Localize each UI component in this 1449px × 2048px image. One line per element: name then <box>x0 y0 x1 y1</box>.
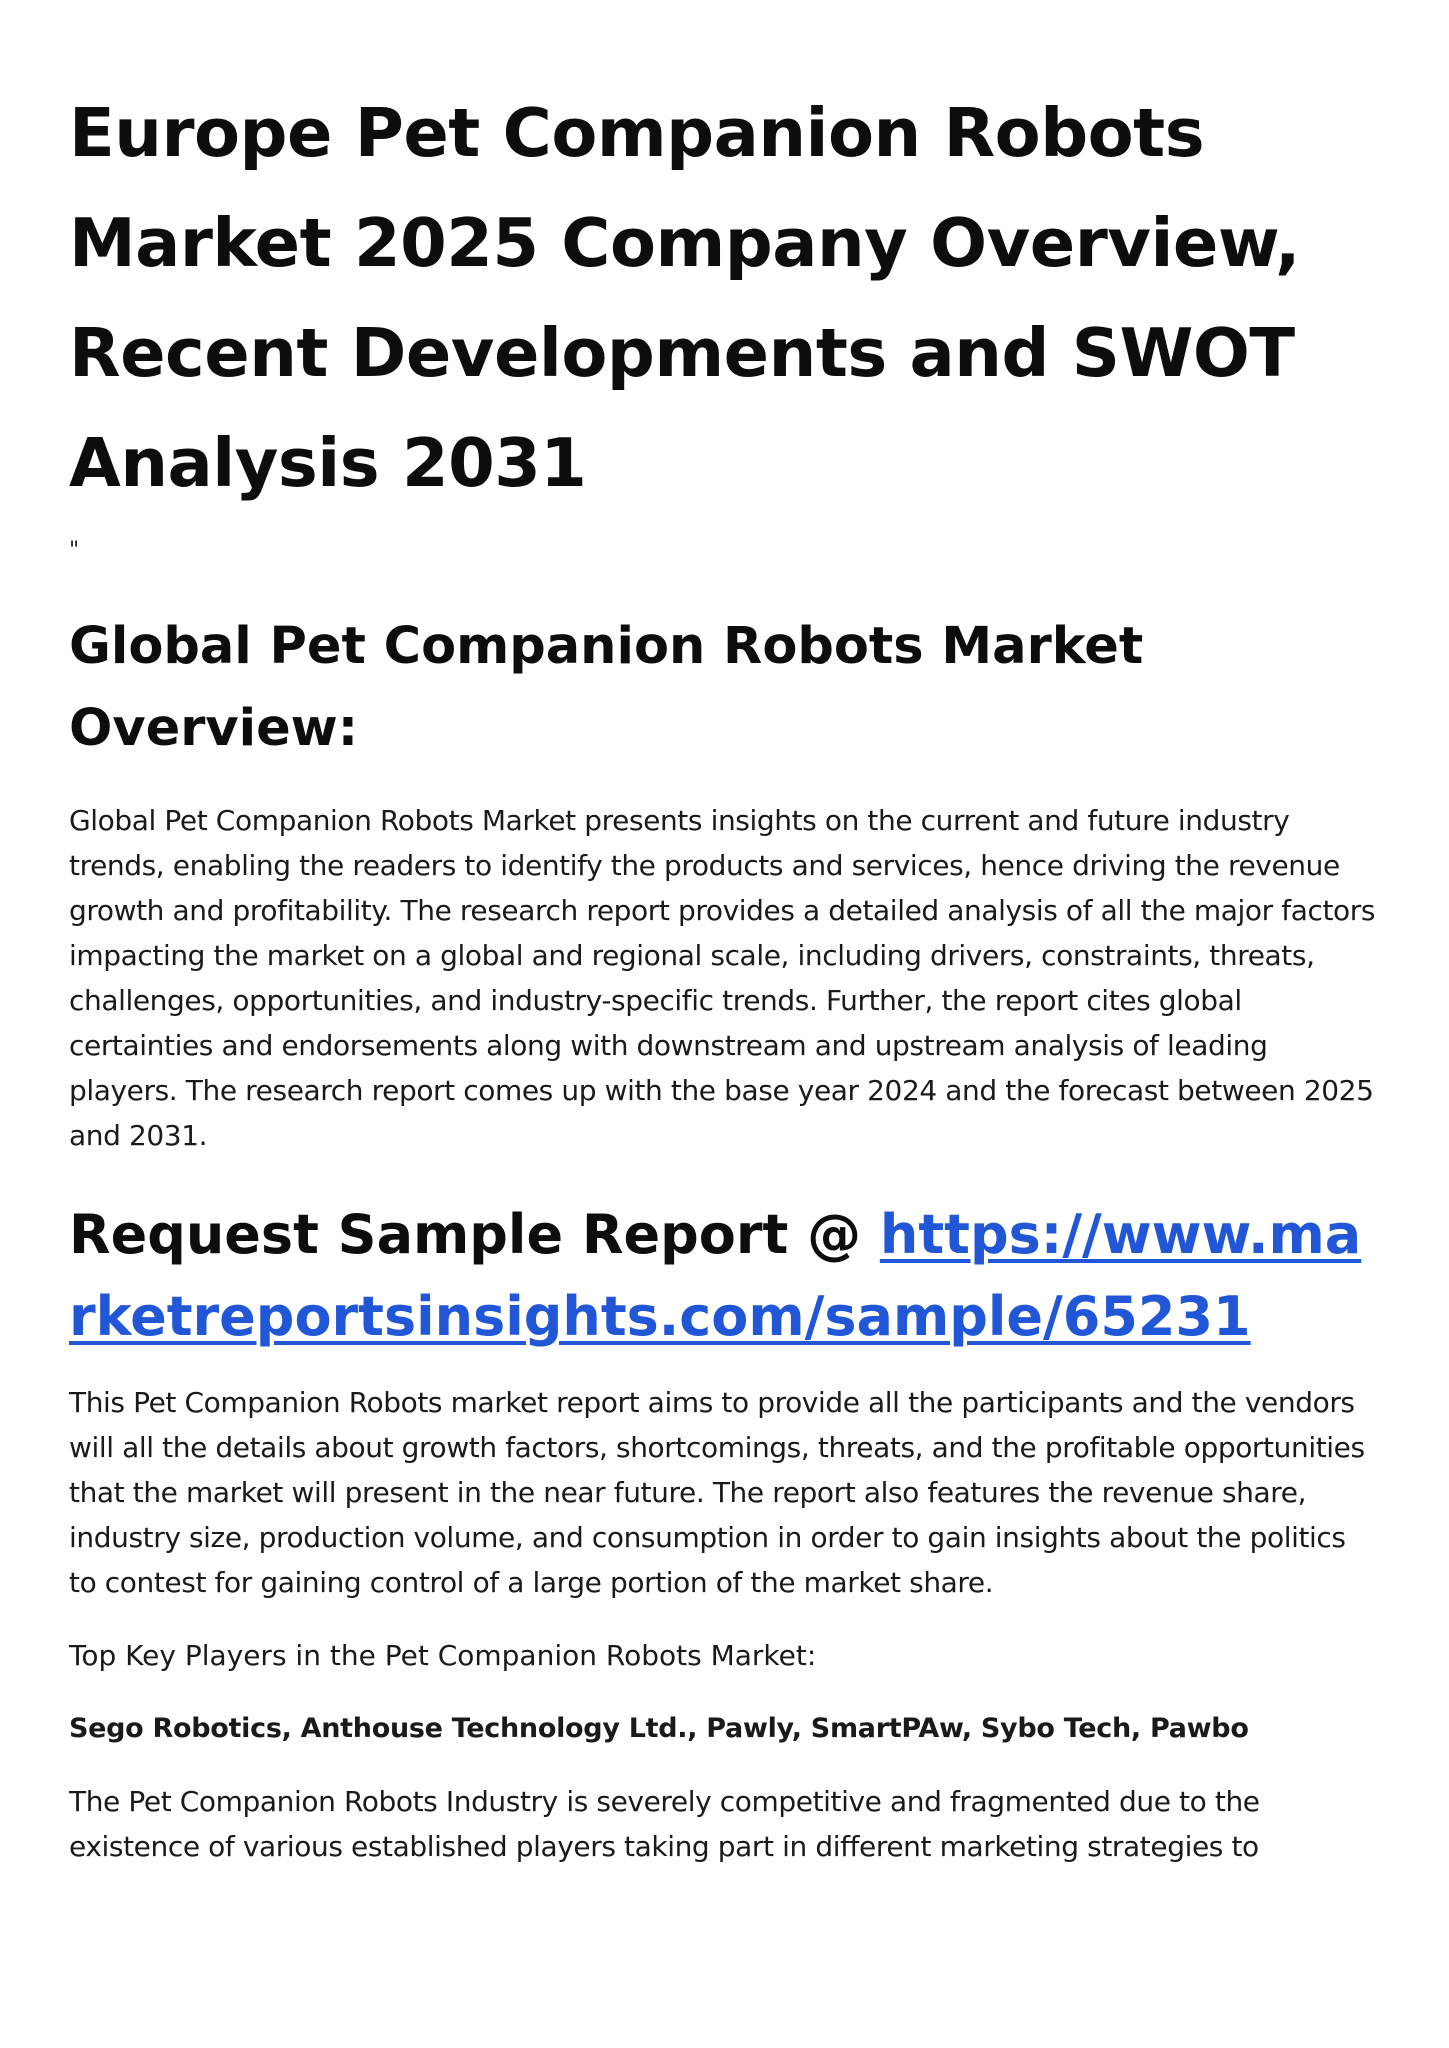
document-title: Europe Pet Companion Robots Market 2025 Company Overview, Recent Developments and SWOT Analysis 2031 <box>69 94 1300 502</box>
stray-quote-mark: " <box>69 538 80 563</box>
request-sample-label: Request Sample Report @ <box>69 1203 880 1266</box>
key-players-list: Sego Robotics, Anthouse Technology Ltd., Pawly, SmartPAw, Sybo Tech, Pawbo <box>69 1713 1249 1744</box>
overview-heading: Global Pet Companion Robots Market Overview: <box>69 617 1144 758</box>
overview-paragraph: Global Pet Companion Robots Market presents insights on the current and future industry trends, enabling the readers to identify the products and services, hence driving the revenue growth and profitability. The research report provides a detailed analysis of all the major factors impacting the market on a global and regional scale, including drivers, constraints, threats, challenges, opportunities, and industry-specific trends. Further, the report cites global certainties and endorsements along with downstream and upstream analysis of leading players. The research report comes up with the base year 2024 and the forecast between 2025 and 2031. <box>69 804 1376 1152</box>
request-sample-heading <box>69 1194 1379 1358</box>
industry-paragraph: The Pet Companion Robots Industry is severely competitive and fragmented due to the existence of various established players taking part in different marketing strategies to <box>69 1785 1260 1863</box>
key-players-label: Top Key Players in the Pet Companion Robots Market: <box>69 1639 817 1672</box>
report-paragraph: This Pet Companion Robots market report aims to provide all the participants and the vendors will all the details about growth factors, shortcomings, threats, and the profitable opportunities that the market will present in the near future. The report also features the revenue share, industry size, production volume, and consumption in order to gain insights about the politics to contest for gaining control of a large portion of the market share. <box>69 1386 1365 1599</box>
sample-report-link[interactable]: https://www.marketreportsinsights.com/sample/65231 <box>69 1203 1362 1348</box>
